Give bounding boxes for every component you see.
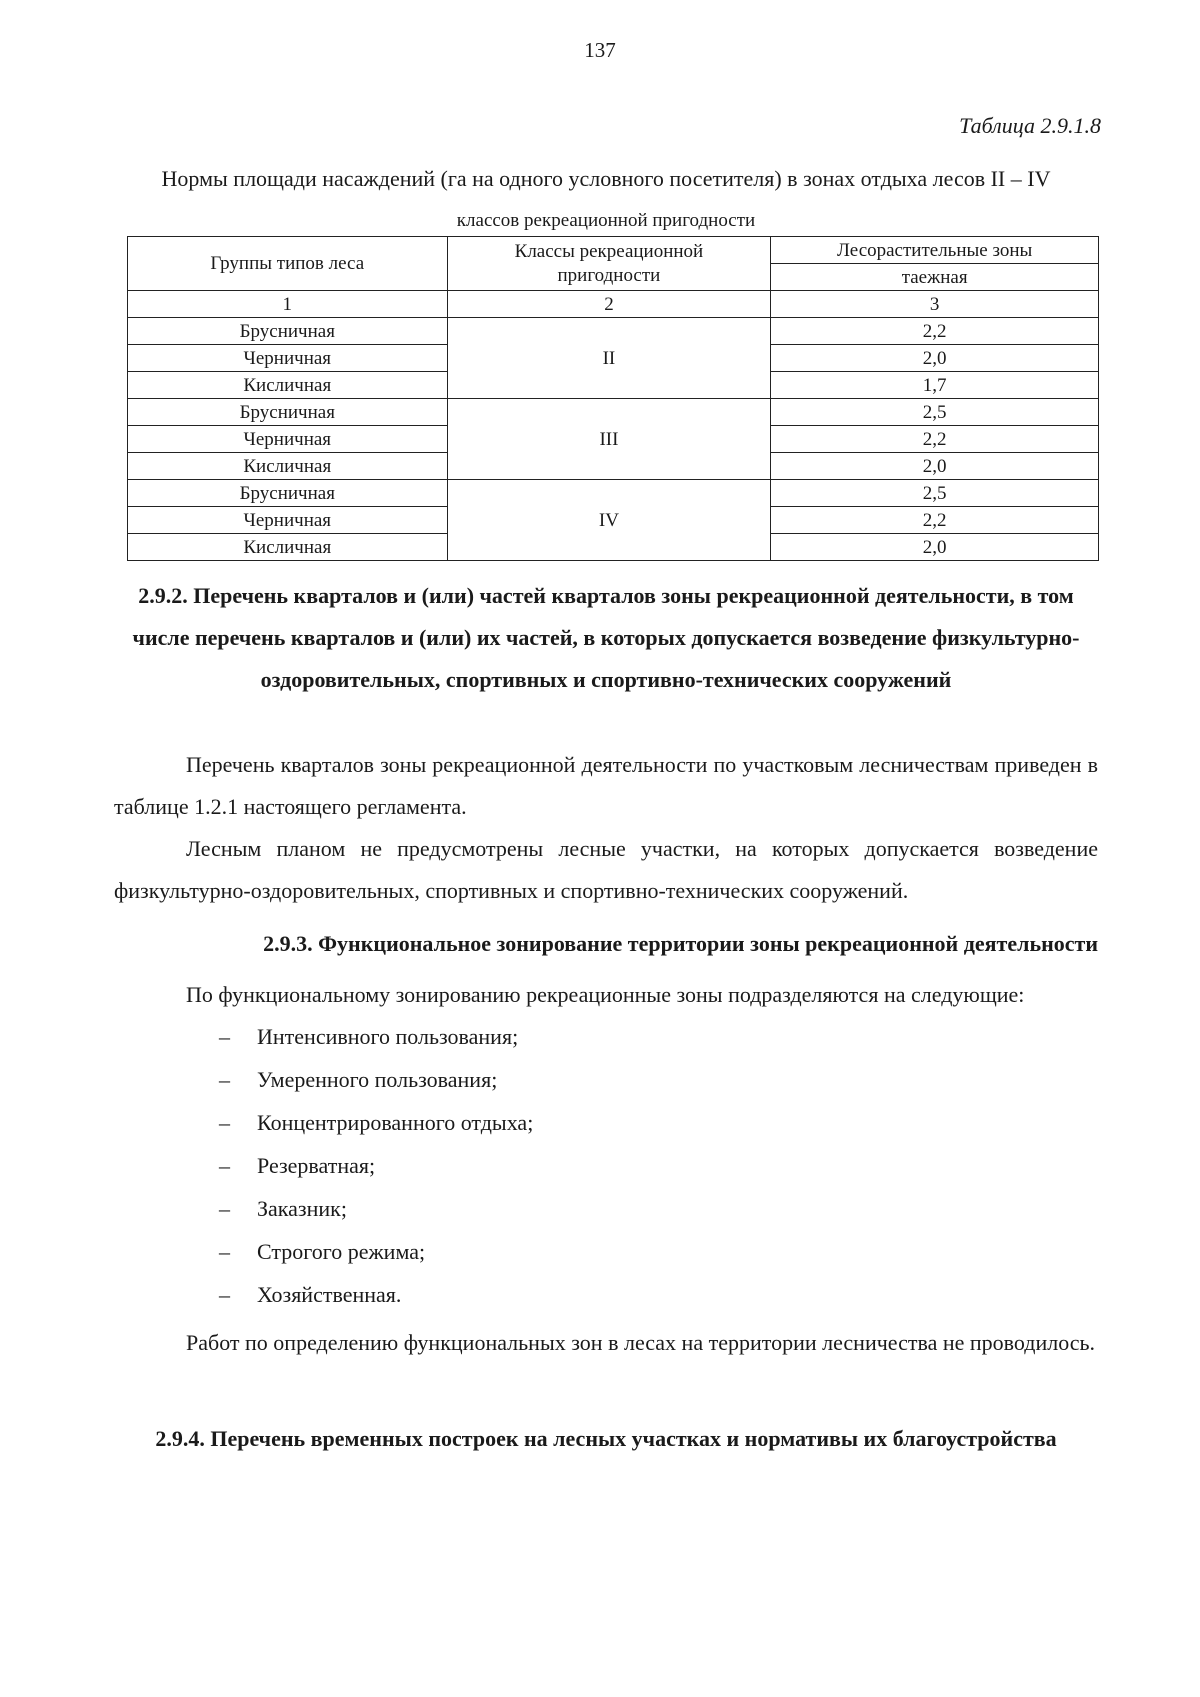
list-item-text: Концентрированного отдыха; [257,1110,534,1135]
header-forest-groups: Группы типов леса [128,237,448,291]
dash-marker: – [219,1024,230,1049]
paragraph [114,1322,1098,1364]
header-forest-zones: Лесорастительные зоны [771,237,1099,264]
table-caption: Таблица 2.9.1.8 [959,113,1101,138]
forest-type-cell: Брусничная [128,480,448,507]
zone-list [219,1015,533,1316]
section-heading-2-9-3: 2.9.3. Функциональное зонирование территории зоны рекреационной деятельности [263,931,1098,956]
table-title [114,158,1098,242]
paragraph-text: Работ по определению функциональных зон в лесах на территории лесничества не проводилось. [186,1330,1096,1355]
value-cell: 2,5 [771,399,1099,426]
paragraph [114,828,1098,912]
value-cell: 2,5 [771,480,1099,507]
class-cell: IV [447,480,771,561]
value-cell: 2,0 [771,453,1099,480]
value-cell: 2,0 [771,534,1099,561]
dash-marker: – [219,1196,230,1221]
forest-type-cell: Кисличная [128,453,448,480]
forest-type-cell: Брусничная [128,399,448,426]
dash-marker: – [219,1067,230,1092]
table-title-line2: классов рекреационной пригодности [456,210,756,231]
forest-type-cell: Черничная [128,507,448,534]
list-item [219,1273,533,1316]
class-cell: III [447,399,771,480]
table-row [128,399,1099,426]
section-heading-2-9-2: 2.9.2. Перечень кварталов и (или) частей кварталов зоны рекреационной деятельности, в том числе перечень кварталов и (или) их частей, в которых допускается возведение физкультурно-оздоровительных, спортивных и спортивно-технических сооружений [132,583,1080,692]
paragraph-text: Лесным планом не предусмотрены лесные участки, на которых допускается возведение физкультурно-оздоровительных, спортивных и спортивно-технических сооружений. [114,836,1098,903]
forest-type-cell: Черничная [128,345,448,372]
list-item [219,1101,533,1144]
list-item [219,1230,533,1273]
value-cell: 2,2 [771,426,1099,453]
dash-marker: – [219,1282,230,1307]
dash-marker: – [219,1110,230,1135]
paragraph-text: Перечень кварталов зоны рекреационной деятельности по участковым лесничествам приведен в таблице 1.2.1 настоящего регламента. [114,752,1098,819]
list-item [219,1058,533,1101]
list-item-text: Строгого режима; [257,1239,426,1264]
forest-type-cell: Брусничная [128,318,448,345]
list-item [219,1015,533,1058]
list-item-text: Интенсивного пользования; [257,1024,519,1049]
forest-type-cell: Черничная [128,426,448,453]
dash-marker: – [219,1239,230,1264]
section-heading-2-9-4: 2.9.4. Перечень временных построек на лесных участках и нормативы их благоустройства [155,1426,1057,1451]
value-cell: 2,2 [771,507,1099,534]
list-item [219,1144,533,1187]
header-recreation-classes [447,237,771,291]
norms-table [127,236,1099,561]
paragraph-text: По функциональному зонированию рекреационные зоны подразделяются на следующие: [186,982,1025,1007]
column-number: 3 [771,291,1099,318]
value-cell: 2,0 [771,345,1099,372]
table-header-row [128,237,1099,264]
forest-type-cell: Кисличная [128,372,448,399]
paragraph [114,974,1098,1016]
forest-type-cell: Кисличная [128,534,448,561]
page-number: 137 [584,38,616,62]
header-recreation-classes-text: Классы рекреационной пригодности [514,241,704,286]
value-cell: 1,7 [771,372,1099,399]
list-item-text: Умеренного пользования; [257,1067,498,1092]
list-item-text: Заказник; [257,1196,347,1221]
list-item-text: Резерватная; [257,1153,376,1178]
table-row [128,318,1099,345]
header-taiga: таежная [771,264,1099,291]
value-cell: 2,2 [771,318,1099,345]
list-item [219,1187,533,1230]
dash-marker: – [219,1153,230,1178]
table-row [128,480,1099,507]
table-numbering-row [128,291,1099,318]
class-cell: II [447,318,771,399]
list-item-text: Хозяйственная. [257,1282,402,1307]
column-number: 1 [128,291,448,318]
table-title-line1: Нормы площади насаждений (га на одного условного посетителя) в зонах отдыха лесов II – IV [161,166,1051,191]
paragraph [114,744,1098,828]
column-number: 2 [447,291,771,318]
